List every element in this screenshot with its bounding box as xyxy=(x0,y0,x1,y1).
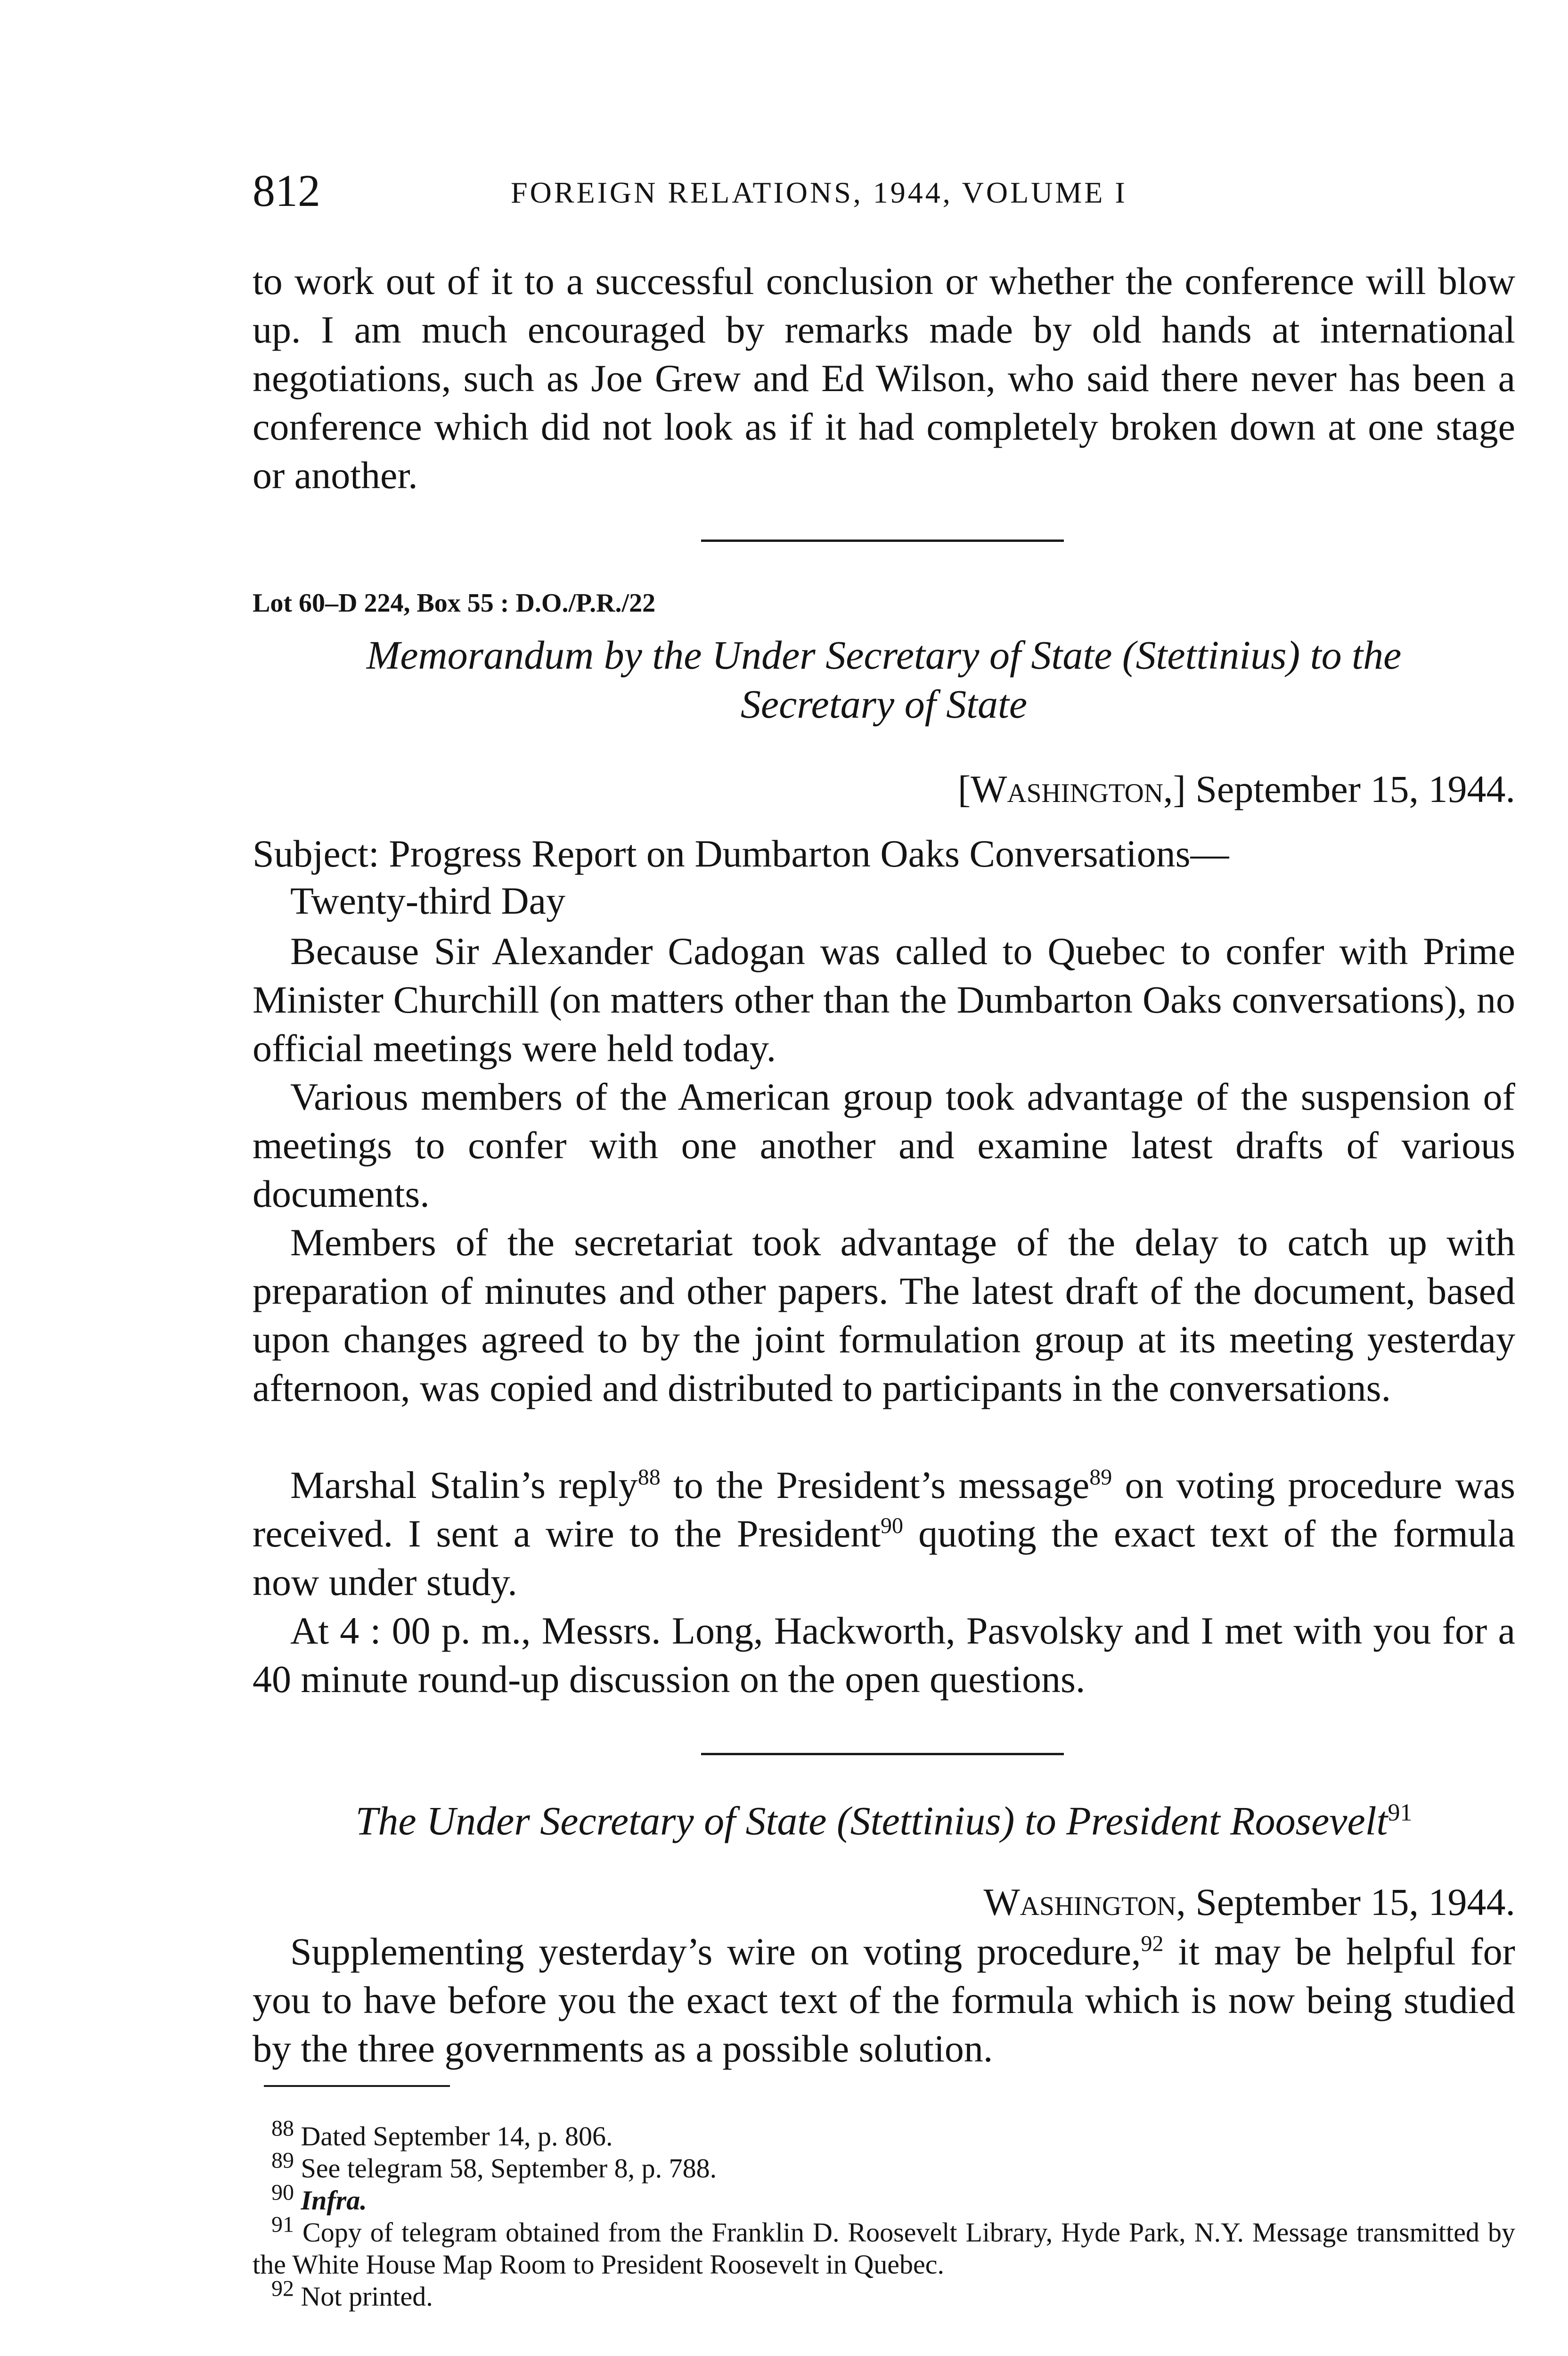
memorandum-paragraph-3: Members of the secretariat took advantage of the delay to catch up with preparation of minutes and other papers. The latest draft of the document, based upon changes agreed to by the joint formulation group at its meeting yesterday afternoon, was copied and distributed to participants in the conversations. xyxy=(253,1221,1515,1409)
dateline-date: September 15, 1944. xyxy=(1195,768,1515,810)
intro-paragraph: to work out of it to a successful conclusion or whether the conference will blow up. I am much encouraged by remarks made by old hands at international negotiations, such as Joe Grew and Ed Wilson, who said there never has been a conference which did not look as if it had completely broken down at one stage or another. xyxy=(253,260,1515,497)
source-citation: Lot 60–D 224, Box 55 : D.O./P.R./22 xyxy=(253,589,656,618)
paragraph-4-text-d: quoting the exact text of the formula now under study. xyxy=(253,1512,1515,1603)
footnote-90 xyxy=(253,2180,1515,2217)
telegram-title xyxy=(253,1796,1515,1845)
footnote-number: 88 xyxy=(271,2116,294,2141)
memorandum-paragraph-1: Because Sir Alexander Cadogan was called to Quebec to confer with Prime Minister Churchill (on matters other than the Dumbarton Oaks conversations), no official meetings were held today. xyxy=(253,930,1515,1070)
subject-line1: Subject: Progress Report on Dumbarton Oaks Conversations— xyxy=(253,832,1229,875)
memorandum-paragraph-4 xyxy=(253,1461,1515,1606)
telegram-title-text: The Under Secretary of State (Stettinius) to President Roosevelt xyxy=(355,1798,1388,1843)
memorandum-dateline xyxy=(253,765,1515,813)
footnote-89 xyxy=(253,2148,1515,2184)
footnote-number: 91 xyxy=(271,2212,294,2237)
subject-line2: Twenty-third Day xyxy=(290,879,566,922)
dateline-place: [Washington,] xyxy=(957,768,1186,810)
page-header xyxy=(253,165,1515,217)
footnote-92 xyxy=(253,2276,1515,2313)
telegram-dateline-date: September 15, 1944. xyxy=(1195,1881,1515,1923)
footnote-text: Dated September 14, p. 806. xyxy=(301,2121,613,2151)
telegram-paragraph-1 xyxy=(253,1927,1515,2073)
footnote-text: Not printed. xyxy=(301,2281,433,2312)
footnote-text: Infra. xyxy=(301,2185,367,2216)
section-divider xyxy=(701,540,1064,542)
footnotes xyxy=(253,2116,1515,2313)
footnote-text: Copy of telegram obtained from the Franklin D. Roosevelt Library, Hyde Park, N.Y. Message transmitted by the White House Map Room to President Roosevelt in Quebec. xyxy=(253,2217,1515,2280)
footnote-separator xyxy=(264,2085,450,2087)
memorandum-title-line2: Secretary of State xyxy=(740,681,1028,727)
telegram-text-b: it may be helpful for you to have before you the exact text of the formula which is now being studied by the three governments as a possible solution. xyxy=(253,1930,1515,2070)
paragraph-4-text-b: to the President’s message xyxy=(660,1464,1090,1506)
footnote-ref-90: 90 xyxy=(881,1513,904,1538)
page-number: 812 xyxy=(253,165,320,216)
memorandum-paragraph-5: At 4 : 00 p. m., Messrs. Long, Hackworth, Pasvolsky and I met with you for a 40 minute round-up discussion on the open questions. xyxy=(253,1609,1515,1701)
section-divider xyxy=(701,1753,1064,1755)
footnote-88 xyxy=(253,2116,1515,2152)
paragraph-4-text-a: Marshal Stalin’s reply xyxy=(290,1464,638,1506)
footnote-ref-88: 88 xyxy=(637,1464,661,1490)
footnote-number: 89 xyxy=(271,2148,294,2173)
telegram-dateline-place: Washington, xyxy=(983,1881,1186,1923)
telegram-text-a: Supplementing yesterday’s wire on voting procedure, xyxy=(290,1930,1141,1973)
telegram-dateline xyxy=(253,1878,1515,1926)
memorandum-paragraph-2: Various members of the American group took advantage of the suspension of meetings to confer with one another and examine latest drafts of various documents. xyxy=(253,1075,1515,1215)
footnote-ref-91: 91 xyxy=(1388,1799,1413,1826)
footnote-number: 90 xyxy=(271,2180,294,2205)
footnote-91 xyxy=(253,2212,1515,2281)
memorandum-title xyxy=(253,630,1515,728)
footnote-ref-89: 89 xyxy=(1089,1464,1112,1490)
memorandum-subject xyxy=(253,830,1515,924)
paragraph-4-text-c: on voting procedure was received. I sent a wire to the President xyxy=(253,1464,1516,1555)
memorandum-title-line1: Memorandum by the Under Secretary of State (Stettinius) to the xyxy=(366,632,1402,678)
running-head: FOREIGN RELATIONS, 1944, VOLUME I xyxy=(511,176,1127,209)
footnote-ref-92: 92 xyxy=(1141,1931,1164,1956)
footnote-text: See telegram 58, September 8, p. 788. xyxy=(301,2153,717,2184)
footnote-number: 92 xyxy=(271,2276,294,2301)
